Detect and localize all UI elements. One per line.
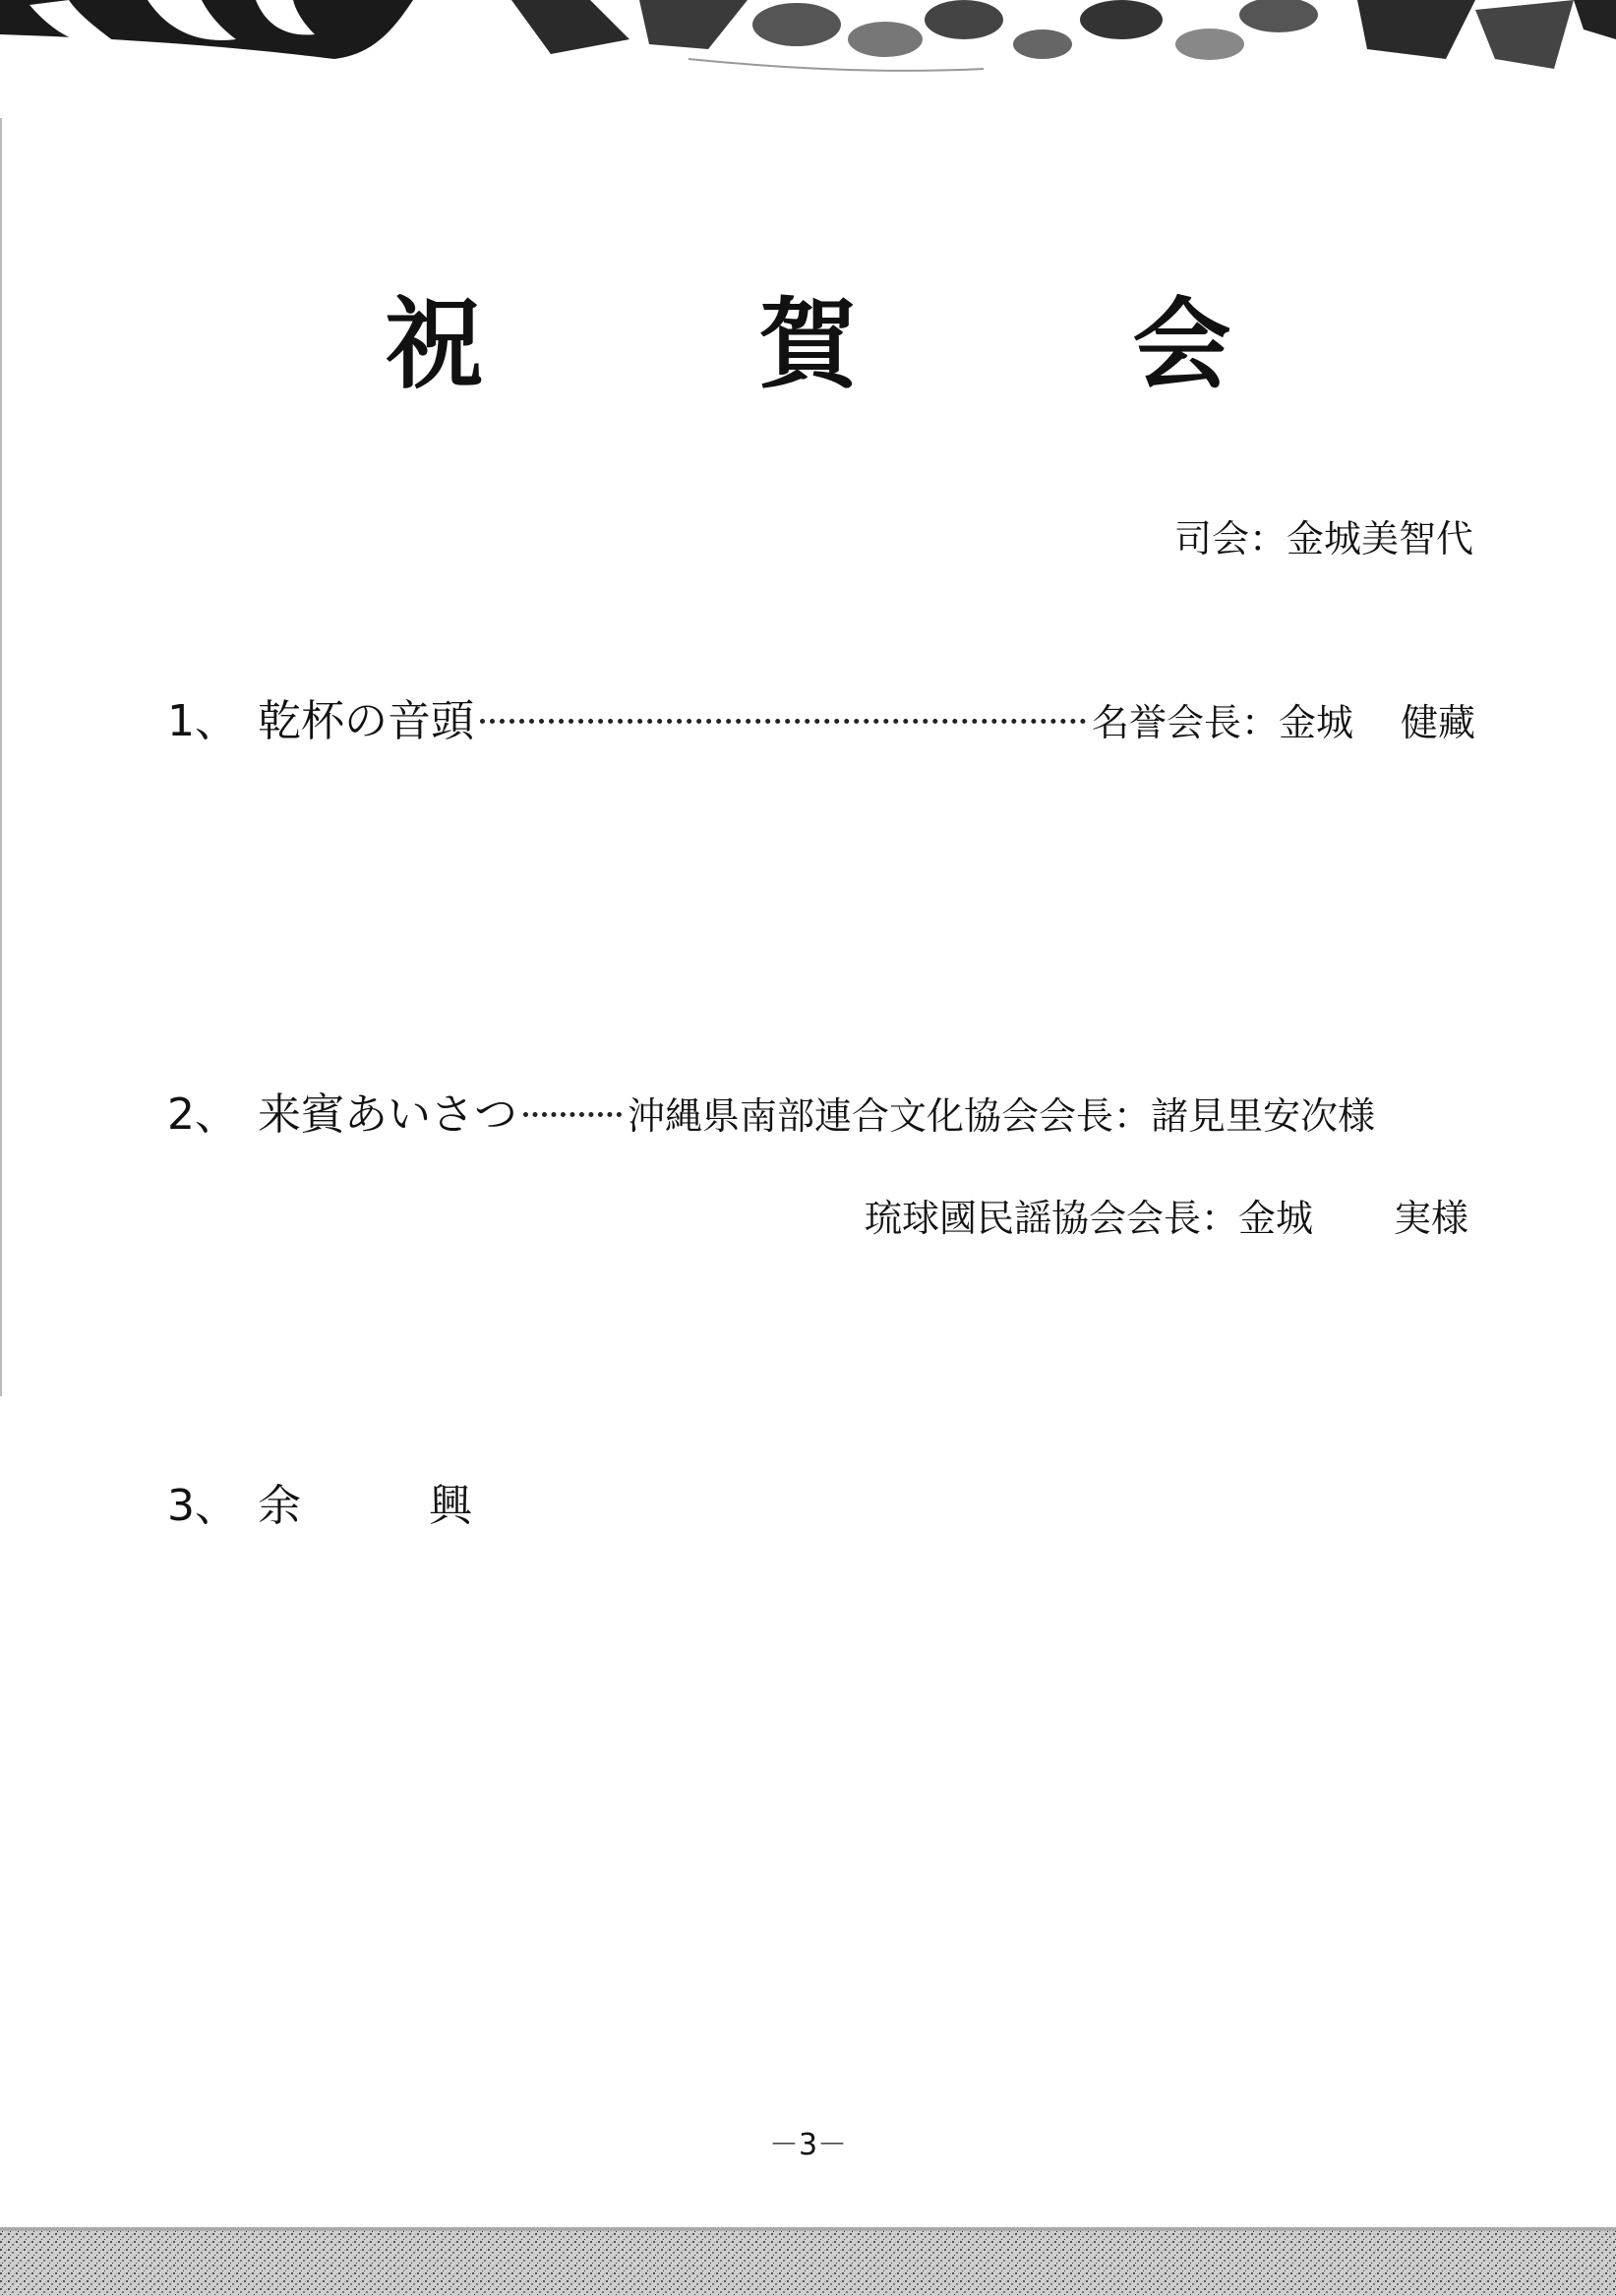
second-guest-role: 琉球國民謡協会会長：金城 xyxy=(864,1197,1313,1240)
program-item-guest-greeting xyxy=(167,1084,1475,1148)
item-label-first: 余 xyxy=(258,1481,301,1531)
item-person-role: 沖縄県南部連合文化協会会長：諸見里安次様 xyxy=(628,1094,1376,1138)
dot-leader xyxy=(523,1112,622,1117)
program-item-entertainment xyxy=(167,1475,1475,1538)
item-label: 乾杯の音頭 xyxy=(258,696,474,746)
item-person-name: 健藏 xyxy=(1400,701,1475,744)
item-number: 2、 xyxy=(167,1089,238,1140)
program-item-toast xyxy=(167,690,1475,754)
item-number: 1、 xyxy=(167,696,238,746)
item-number: 3、 xyxy=(167,1481,238,1531)
item-person-role: 名誉会長：金城 xyxy=(1091,701,1353,744)
bottom-decorative-band xyxy=(0,2217,1616,2296)
second-guest-name: 実様 xyxy=(1393,1197,1468,1240)
top-decorative-banner xyxy=(0,0,1616,108)
emcee-line: 司会：金城美智代 xyxy=(1173,517,1473,560)
item-label: 来賓あいさつ xyxy=(258,1089,517,1140)
item-label-second: 興 xyxy=(429,1481,472,1531)
page-number: －3－ xyxy=(768,2128,848,2162)
dot-leader xyxy=(480,719,1086,724)
second-guest-line xyxy=(865,1187,1468,1250)
page-title: 祝 賀 会 xyxy=(385,286,1320,402)
